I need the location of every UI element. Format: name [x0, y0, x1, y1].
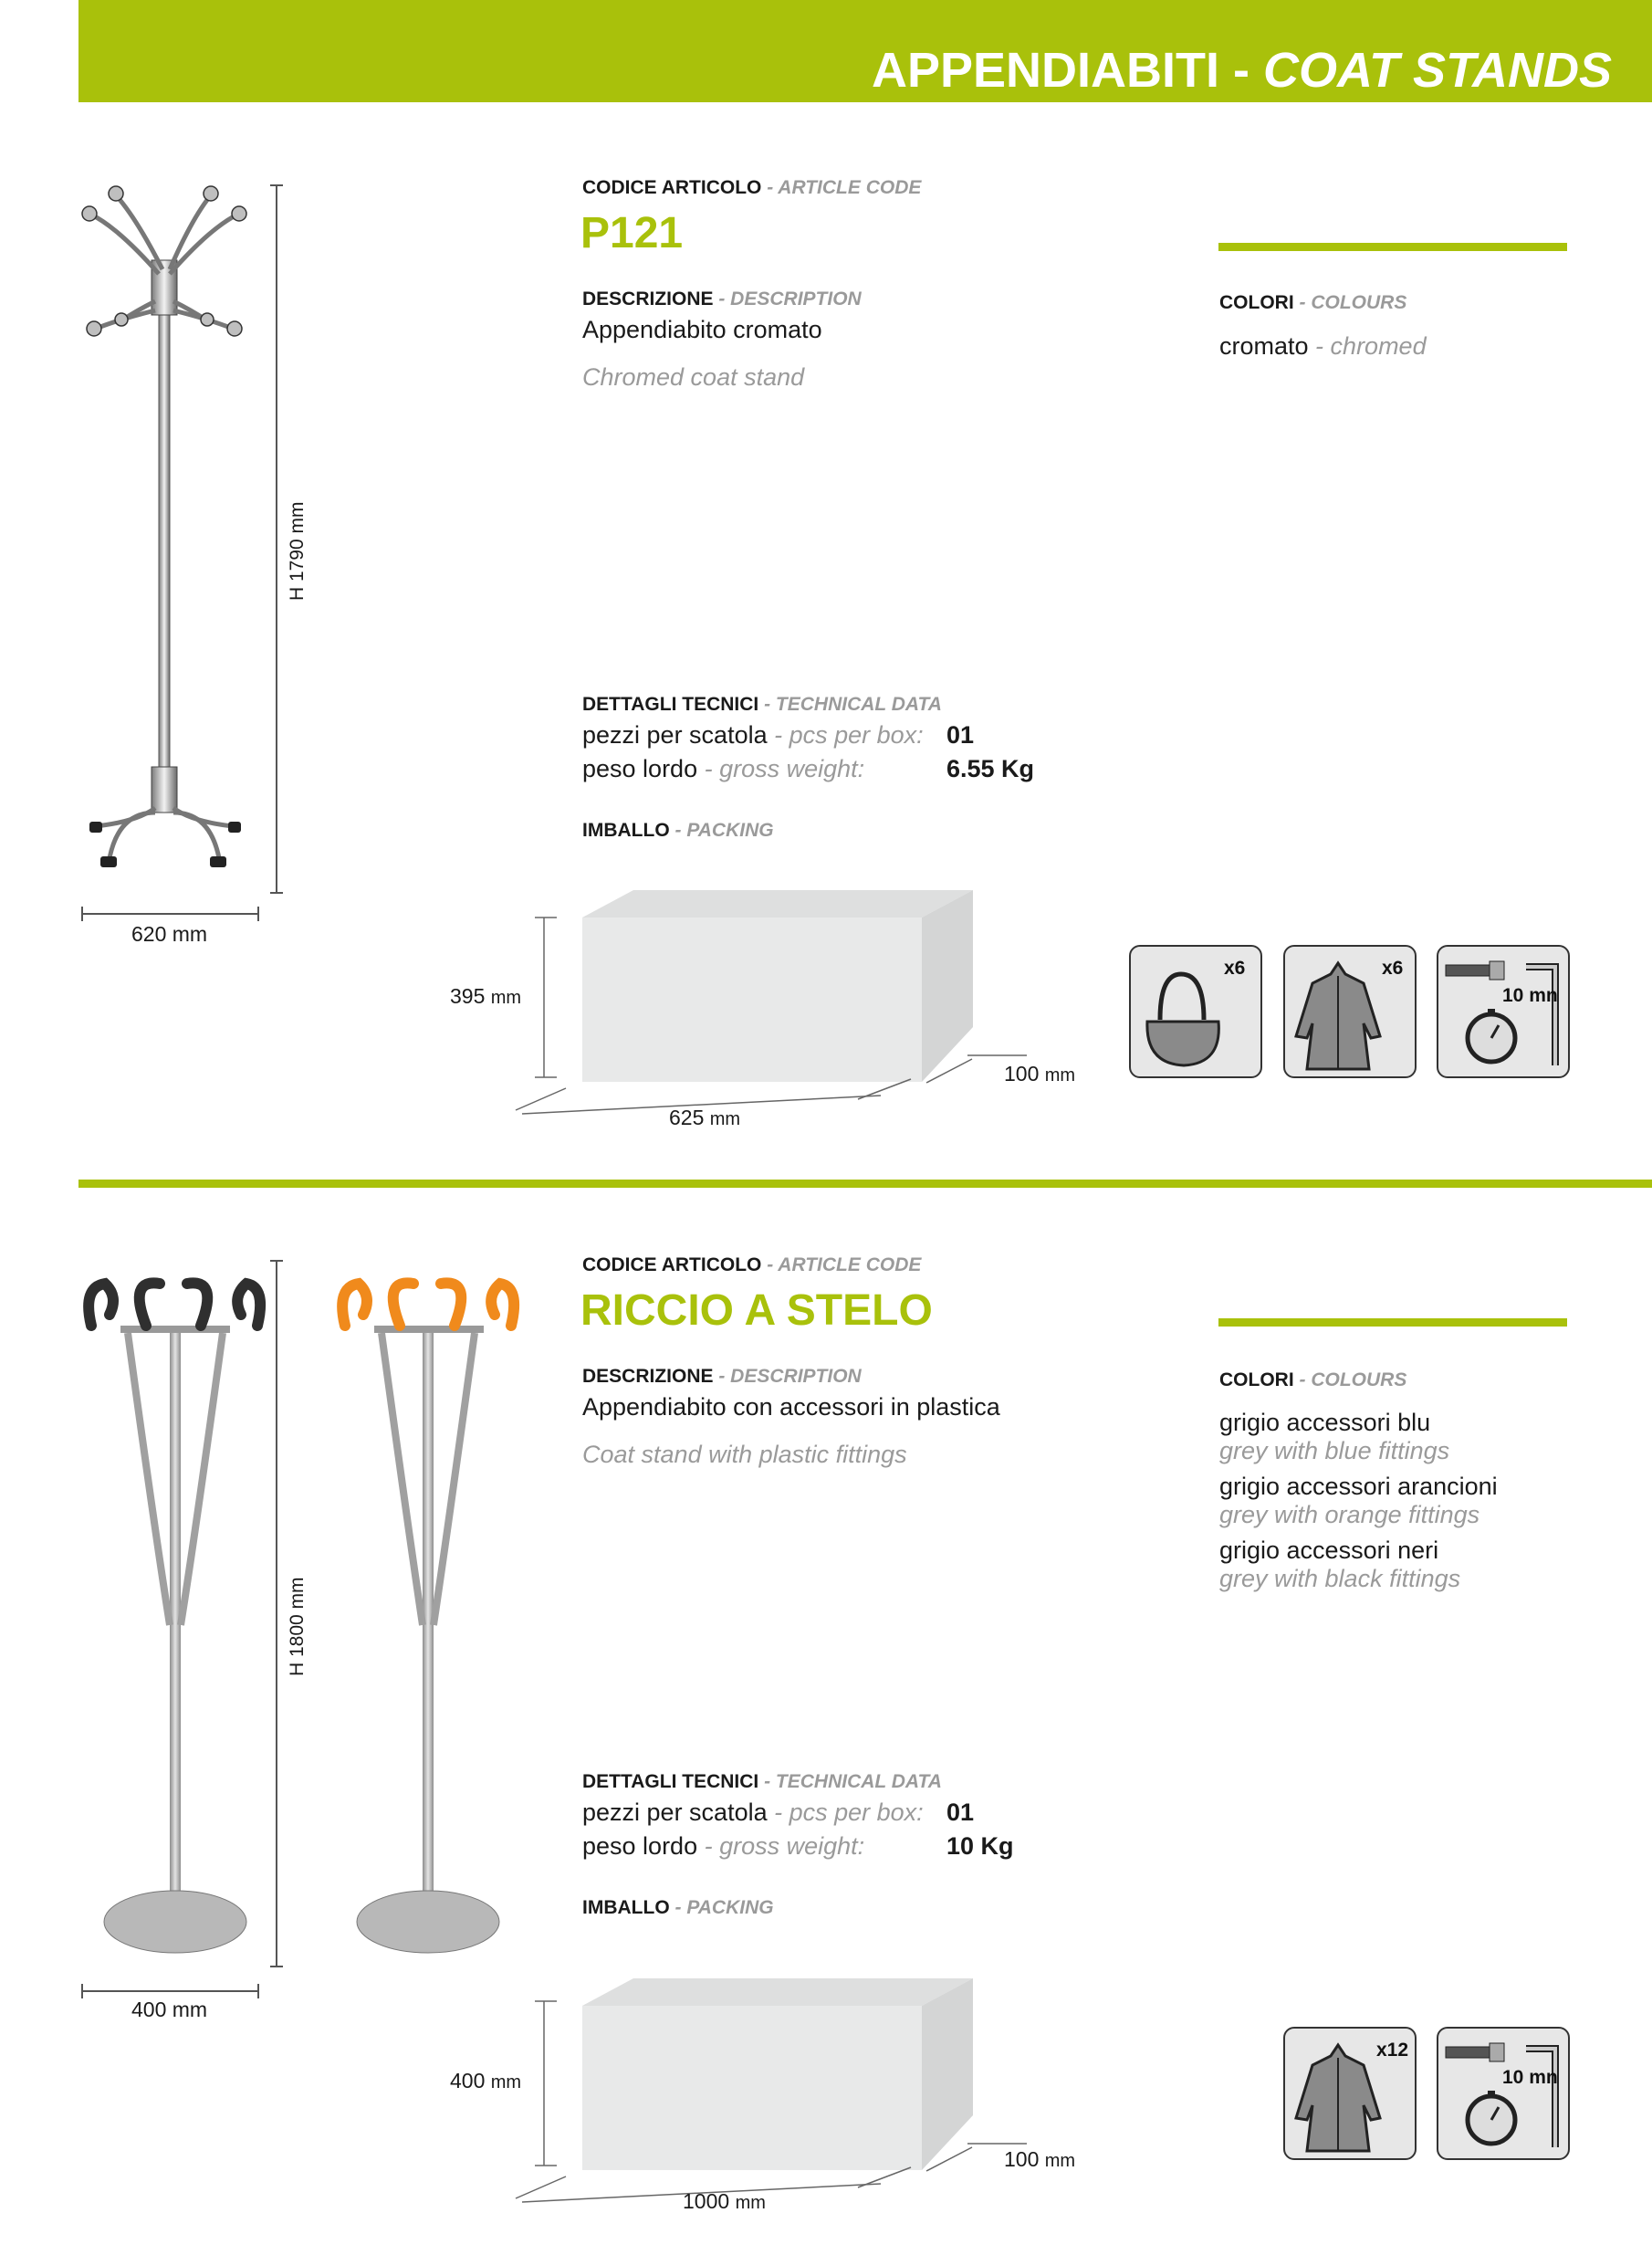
colour-option-it: grigio accessori blu [1219, 1409, 1431, 1436]
gross-weight-label: peso lordo - gross weight: [582, 755, 865, 782]
dimension-tick [270, 1260, 283, 1262]
height-dimension-line [276, 184, 277, 894]
box-depth-label: 100 mm [1004, 2147, 1076, 2171]
riccio-coat-stand-image [18, 1260, 538, 1981]
pcs-per-box-label: pezzi per scatola - pcs per box: [582, 1799, 924, 1826]
height-dimension-label: H 1790 mm [287, 501, 308, 601]
box-height-label: 395 mm [450, 984, 522, 1008]
width-dimension-label: 620 mm [131, 922, 208, 946]
width-dimension-label: 400 mm [131, 1998, 208, 2021]
description-en: Coat stand with plastic fittings [582, 1441, 907, 1468]
page-title: APPENDIABITI - COAT STANDS [871, 43, 1612, 98]
description-label: DESCRIZIONE - DESCRIPTION [582, 288, 862, 309]
dimension-tick [257, 1984, 259, 1998]
colour-option-en: grey with blue fittings [1219, 1437, 1450, 1464]
icon-quantity: x12 [1376, 2040, 1409, 2061]
dimension-tick [81, 1984, 83, 1998]
packing-label: IMBALLO - PACKING [582, 1897, 774, 1918]
pcs-per-box-value: 01 [946, 1799, 975, 1826]
dimension-tick [257, 907, 259, 921]
coat-hanger-icon [1283, 2027, 1417, 2160]
pcs-per-box-value: 01 [946, 721, 975, 749]
pcs-per-box-label: pezzi per scatola - pcs per box: [582, 721, 924, 749]
colour-option-it: grigio accessori arancioni [1219, 1473, 1498, 1500]
technical-data-label: DETTAGLI TECNICI - TECHNICAL DATA [582, 1771, 942, 1792]
gross-weight-value: 10 Kg [946, 1832, 1014, 1860]
width-dimension-line [81, 913, 259, 915]
height-dimension-label: H 1800 mm [287, 1577, 308, 1676]
article-code-label: CODICE ARTICOLO - ARTICLE CODE [582, 1254, 922, 1275]
colours-label: COLORI - COLOURS [1219, 1369, 1407, 1390]
box-width-label: 625 mm [669, 1106, 741, 1129]
chrome-coat-stand-image [64, 173, 265, 904]
dimension-tick [270, 892, 283, 894]
icon-quantity: 10 mn [1502, 2067, 1558, 2088]
box-depth-label: 100 mm [1004, 1062, 1076, 1086]
packing-label: IMBALLO - PACKING [582, 820, 774, 841]
dimension-tick [270, 1966, 283, 1967]
colour-option-en: grey with black fittings [1219, 1565, 1461, 1592]
icon-quantity: 10 mn [1502, 985, 1558, 1006]
dimension-tick [81, 907, 83, 921]
description-en: Chromed coat stand [582, 363, 805, 391]
dimension-tick [270, 184, 283, 186]
width-dimension-line [81, 1990, 259, 1992]
technical-data-label: DETTAGLI TECNICI - TECHNICAL DATA [582, 694, 942, 715]
allen-key-icon [1437, 2027, 1570, 2160]
packing-box-diagram [511, 886, 1114, 1132]
article-code: P121 [580, 209, 684, 257]
icon-quantity: x6 [1382, 958, 1404, 979]
colours-rule [1218, 1318, 1567, 1327]
colour-option-en: grey with orange fittings [1219, 1501, 1480, 1528]
description-label: DESCRIZIONE - DESCRIPTION [582, 1366, 862, 1387]
colours-rule [1218, 243, 1567, 251]
article-code-label: CODICE ARTICOLO - ARTICLE CODE [582, 177, 922, 198]
coat-hanger-icon [1283, 945, 1417, 1078]
gross-weight-label: peso lordo - gross weight: [582, 1832, 865, 1860]
allen-key-icon [1437, 945, 1570, 1078]
description-it: Appendiabito cromato [582, 316, 822, 343]
colour-option-it: grigio accessori neri [1219, 1537, 1439, 1564]
height-dimension-line [276, 1260, 277, 1967]
gross-weight-value: 6.55 Kg [946, 755, 1035, 782]
description-it: Appendiabito con accessori in plastica [582, 1393, 1000, 1421]
bag-hook-icon [1129, 945, 1262, 1078]
icon-quantity: x6 [1224, 958, 1246, 979]
article-code: RICCIO A STELO [580, 1286, 933, 1335]
box-width-label: 1000 mm [683, 2189, 766, 2213]
section-divider [78, 1180, 1652, 1188]
packing-box-diagram [511, 1974, 1114, 2220]
colour-option: cromato - chromed [1219, 332, 1427, 360]
colours-label: COLORI - COLOURS [1219, 292, 1407, 313]
box-height-label: 400 mm [450, 2069, 522, 2092]
